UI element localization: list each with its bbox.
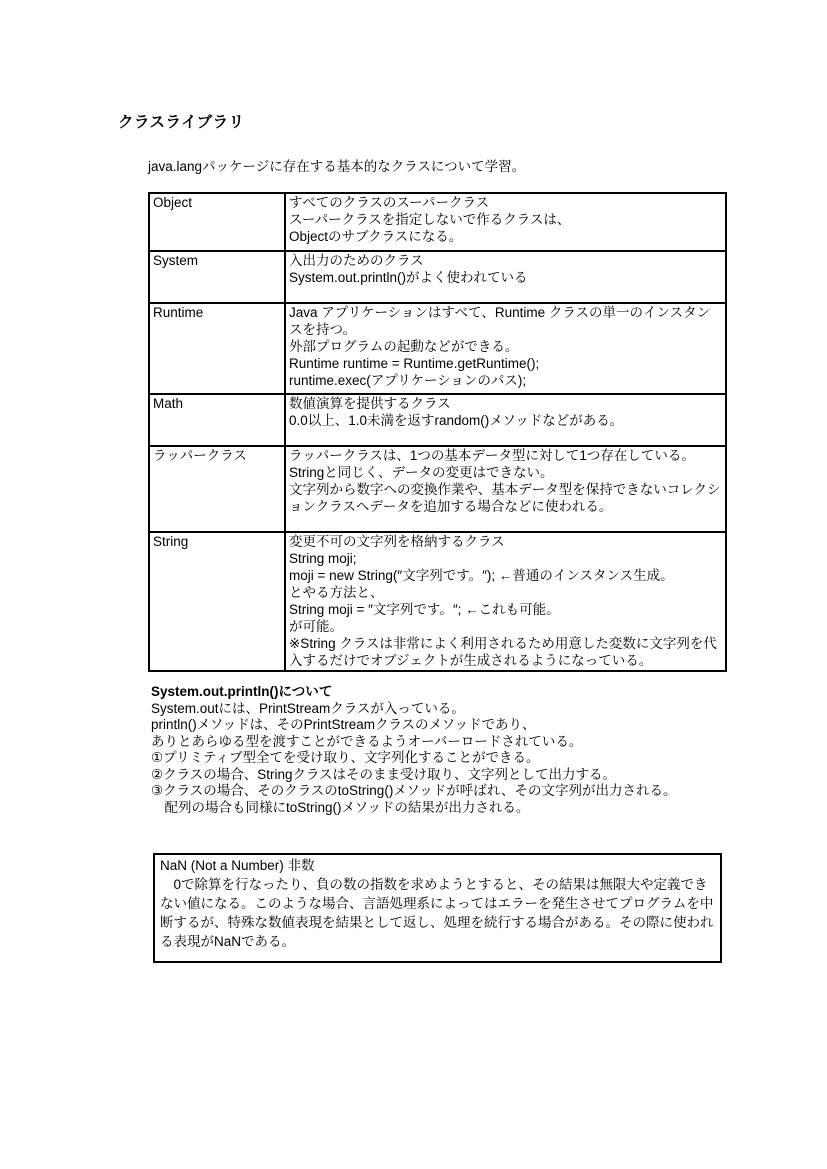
description-line: が可能。 xyxy=(289,619,343,634)
println-section xyxy=(151,684,751,816)
description-line: Java アプリケーションはすべて、Runtime クラスの単一のインスタンスを持つ。 xyxy=(289,305,711,337)
page-title: クラスライブラリ xyxy=(118,114,245,131)
class-description-cell xyxy=(285,446,726,532)
table-row xyxy=(149,532,726,671)
class-description-cell xyxy=(285,394,726,446)
intro-text: java.langパッケージに存在する基本的なクラスについて学習。 xyxy=(148,159,526,174)
class-description-cell xyxy=(285,193,726,251)
description-line: runtime.exec(アプリケーションのパス); xyxy=(289,373,527,388)
class-name-cell: String xyxy=(149,532,285,671)
description-line: スーパークラスを指定しないで作るクラスは、 xyxy=(289,212,571,227)
description-line: ラッパークラスは、1つの基本データ型に対して1つ存在している。 xyxy=(289,448,695,463)
println-section-line: System.outには、PrintStreamクラスが入っている。 xyxy=(151,700,465,716)
description-line: System.out.println()がよく使われている xyxy=(289,270,528,285)
description-line: Runtime runtime = Runtime.getRuntime(); xyxy=(289,356,540,371)
class-description-cell xyxy=(285,532,726,671)
description-line: 入出力のためのクラス xyxy=(289,253,424,268)
println-section-line: ありとあらゆる型を渡すことができるようオーバーロードされている。 xyxy=(151,733,583,749)
println-section-heading: System.out.println()について xyxy=(151,684,333,699)
nan-note-title: NaN (Not a Number) 非数 xyxy=(160,858,315,873)
description-line: String moji = ″文字列です。″; ←これも可能。 xyxy=(289,602,560,617)
nan-note-box xyxy=(153,853,722,963)
println-section-body xyxy=(151,701,751,817)
description-line: moji = new String(″文字列です。″); ←普通のインスタンス生成。 xyxy=(289,568,674,583)
table-row xyxy=(149,394,726,446)
class-description-cell xyxy=(285,251,726,303)
println-section-line: ③クラスの場合、そのクラスのtoString()メソッドが呼ばれ、その文字列が出力される。 xyxy=(151,783,677,798)
println-section-line: println()メソッドは、そのPrintStreamクラスのメソッドであり、 xyxy=(151,717,536,732)
println-section-line: 配列の場合も同様にtoString()メソッドの結果が出力される。 xyxy=(151,799,530,815)
description-line: すべてのクラスのスーパークラス xyxy=(289,195,490,210)
class-description-cell xyxy=(285,303,726,394)
description-line: 数値演算を提供するクラス xyxy=(289,396,451,411)
println-section-line: ②クラスの場合、Stringクラスはそのまま受け取り、文字列として出力する。 xyxy=(151,766,617,782)
class-library-table xyxy=(148,192,727,672)
class-name-cell: Math xyxy=(149,394,285,446)
println-section-line: ①プリミティブ型全てを受け取り、文字列化することができる。 xyxy=(151,750,540,765)
table-row xyxy=(149,251,726,303)
class-name-cell: System xyxy=(149,251,285,303)
table-row xyxy=(149,193,726,251)
description-line: 0.0以上、1.0未満を返すrandom()メソッドなどがある。 xyxy=(289,413,624,428)
description-line: 外部プログラムの起動などができる。 xyxy=(289,339,519,354)
table-row xyxy=(149,446,726,532)
nan-note-body: 0で除算を行なったり、負の数の指数を求めようとすると、その結果は無限大や定義できない値になる。このような場合、言語処理系によってはエラーを発生させてプログラムを中断するが、特殊な数値表現を結果として返し、処理を続行する場合がある。その際に使われる表現がNaNである。 xyxy=(160,877,714,949)
description-line: とやる方法と、 xyxy=(289,585,384,600)
description-line: 文字列から数字への変換作業や、基本データ型を保持できないコレクションクラスへデータを追加する場合などに使われる。 xyxy=(289,482,721,514)
description-line: ※String クラスは非常によく利用されるため用意した変数に文字列を代入するだけでオブジェクトが生成されるようになっている。 xyxy=(289,636,717,668)
class-name-cell: Runtime xyxy=(149,303,285,394)
description-line: String moji; xyxy=(289,551,357,566)
description-line: Objectのサブクラスになる。 xyxy=(289,229,463,244)
class-name-cell: Object xyxy=(149,193,285,251)
description-line: Stringと同じく、データの変更はできない。 xyxy=(289,465,554,480)
description-line: 変更不可の文字列を格納するクラス xyxy=(289,534,505,549)
class-name-cell: ラッパークラス xyxy=(149,446,285,532)
table-row xyxy=(149,303,726,394)
